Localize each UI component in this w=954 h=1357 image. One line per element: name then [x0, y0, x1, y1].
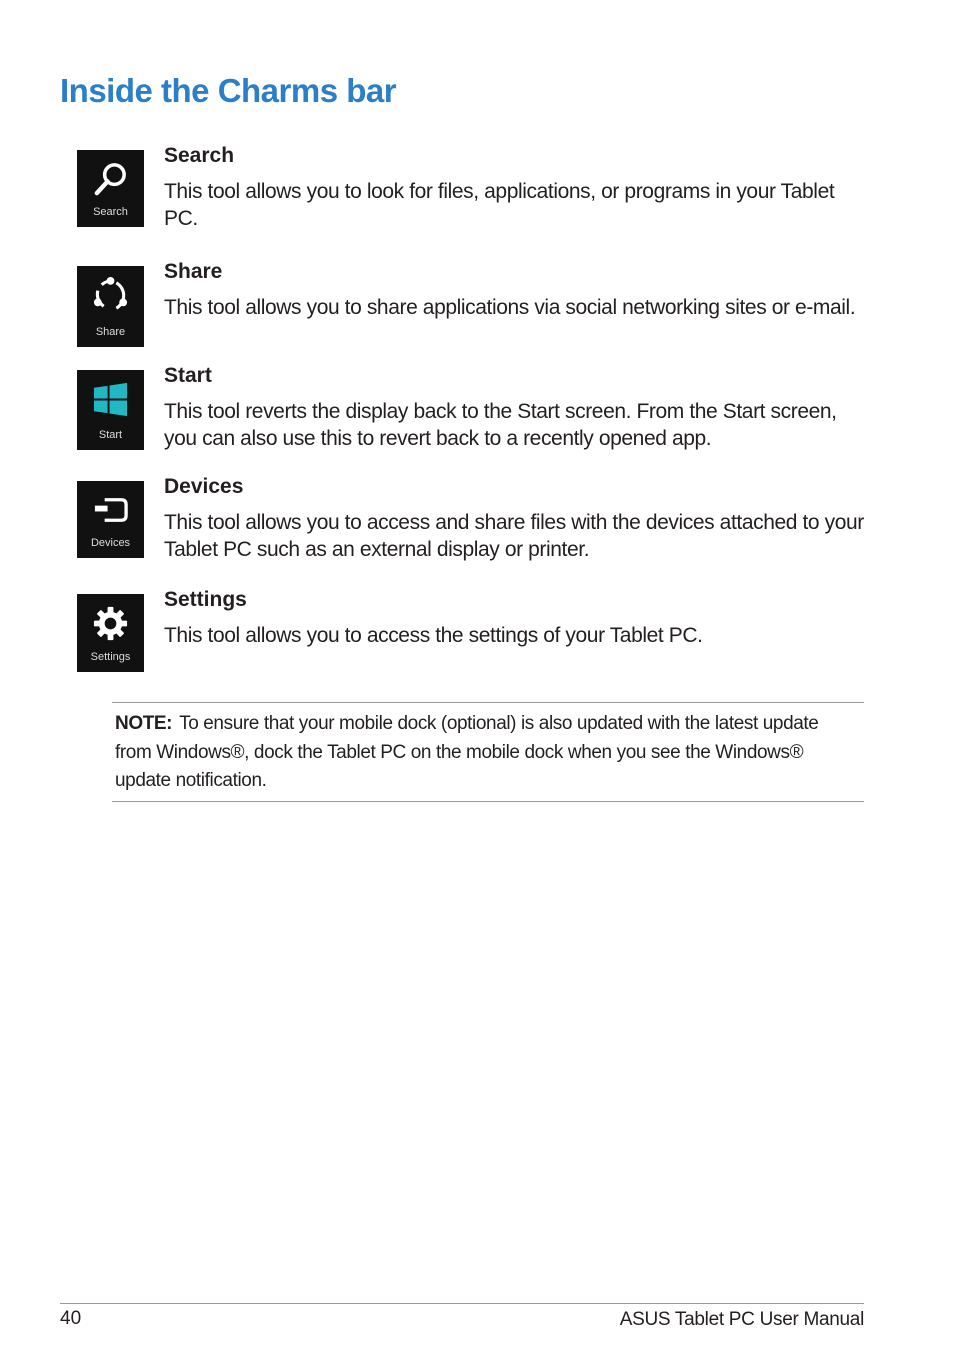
charm-description-settings: This tool allows you to access the settings of your Tablet PC. [164, 624, 703, 647]
page-title: Inside the Charms bar [60, 72, 397, 109]
charm-description-search: This tool allows you to look for files, applications, or programs in your Tablet PC. [164, 180, 835, 230]
charm-heading-share: Share [164, 260, 223, 283]
footer-rule [60, 1303, 864, 1304]
charm-description-devices: This tool allows you to access and share files with the devices attached to your Tablet PC such as an external display or printer. [164, 511, 864, 561]
charm-heading-devices: Devices [164, 475, 244, 498]
charm-tile-start [77, 370, 144, 450]
charm-heading-settings: Settings [164, 588, 247, 611]
devices-icon [91, 491, 130, 530]
note-label: NOTE: [115, 713, 173, 734]
manual-title: ASUS Tablet PC User Manual [619, 1309, 864, 1330]
charm-tile-search [77, 150, 144, 227]
page-number: 40 [60, 1308, 82, 1329]
charm-tile-devices [77, 481, 144, 558]
charm-description-share: This tool allows you to share applications via social networking sites or e-mail. [164, 296, 856, 319]
tile-label-devices: Devices [90, 537, 131, 549]
note-text [115, 710, 850, 796]
charm-description-start: This tool reverts the display back to the Start screen. From the Start screen, you can also use this to revert back to a recently opened app. [164, 400, 837, 450]
tile-label-settings: Settings [90, 651, 131, 663]
search-icon [91, 160, 130, 199]
tile-label-search: Search [93, 206, 128, 218]
note-box [112, 702, 864, 802]
windows-logo-icon [91, 380, 130, 419]
charm-heading-start: Start [164, 364, 212, 387]
charm-tile-share [77, 266, 144, 347]
tile-label-share: Share [95, 326, 126, 338]
charm-tile-settings [77, 594, 144, 672]
note-body: To ensure that your mobile dock (optional) is also updated with the latest update from Windows®, dock the Tablet PC on the mobile dock when you see the Windows® update notification. [115, 713, 819, 791]
gear-icon [91, 604, 130, 643]
share-icon [91, 276, 130, 315]
charm-heading-search: Search [164, 144, 235, 167]
tile-label-start: Start [98, 429, 123, 441]
